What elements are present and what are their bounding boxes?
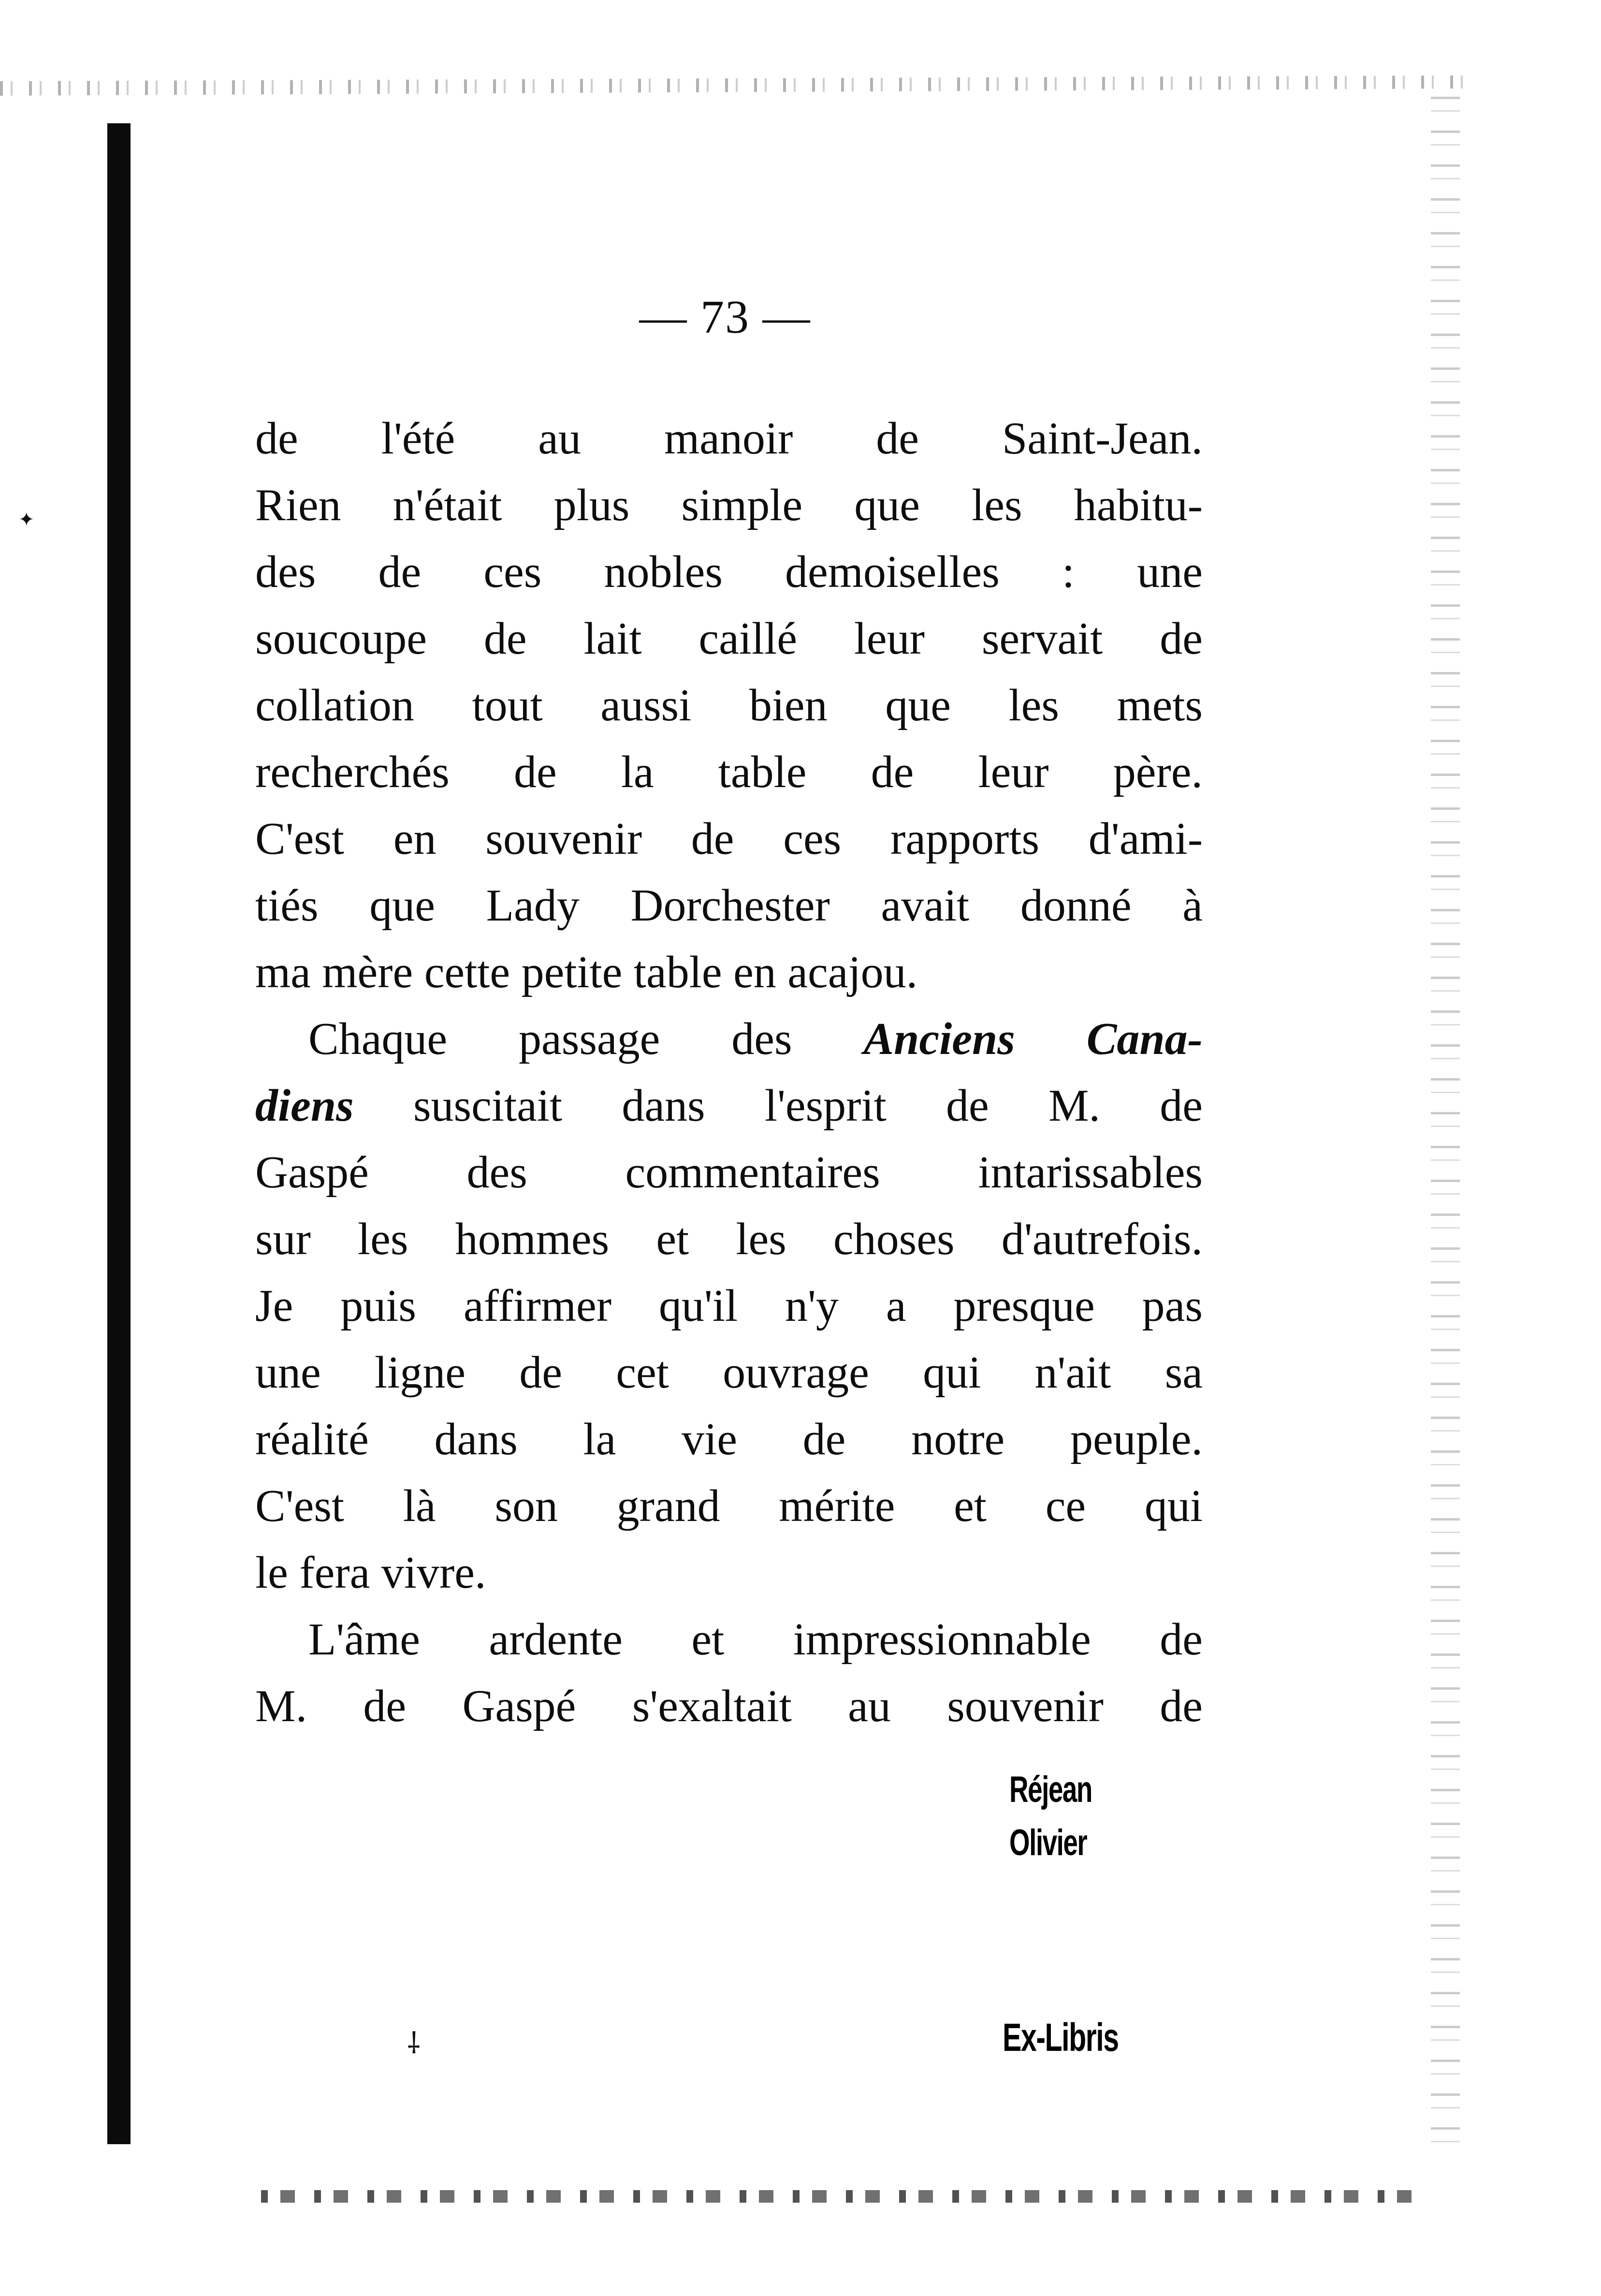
body-text xyxy=(255,405,1203,1740)
text-line: collation tout aussi bien que les mets xyxy=(255,680,1203,731)
ex-libris-first-name: Réjean xyxy=(1009,1769,1092,1810)
text-line: de l'été au manoir de Saint-Jean. xyxy=(255,413,1203,464)
text-run: suscitait dans l'esprit de M. de xyxy=(353,1081,1203,1131)
text-line: le fera vivre. xyxy=(255,1548,486,1598)
ex-libris-last-name: Olivier xyxy=(1009,1822,1087,1863)
text-line: réalité dans la vie de notre peuple. xyxy=(255,1414,1203,1464)
text-line: ma mère cette petite table en acajou. xyxy=(255,947,918,997)
text-line: Je puis affirmer qu'il n'y a presque pas xyxy=(255,1281,1203,1331)
scan-noise-bottom xyxy=(261,2190,1431,2203)
text-line: L'âme ardente et impressionnable de xyxy=(308,1614,1203,1665)
text-line: tiés que Lady Dorchester avait donné à xyxy=(255,880,1203,931)
scan-noise-right xyxy=(1431,97,1460,2151)
text-line: des de ces nobles demoiselles : une xyxy=(255,547,1203,597)
text-line xyxy=(255,1006,1203,1072)
margin-mark-icon: ✦ xyxy=(18,509,35,531)
book-title: diens xyxy=(255,1081,354,1131)
text-line: Rien n'était plus simple que les habitu- xyxy=(255,480,1203,530)
text-line: C'est en souvenir de ces rapports d'ami- xyxy=(255,814,1203,864)
text-line: une ligne de cet ouvrage qui n'ait sa xyxy=(255,1347,1203,1398)
text-line: sur les hommes et les choses d'autrefois. xyxy=(255,1214,1203,1264)
binding-shadow xyxy=(107,123,131,2144)
text-run: Chaque passage des xyxy=(308,1014,864,1064)
book-title: Anciens Cana- xyxy=(863,1014,1203,1064)
margin-mark-icon: ⸸ xyxy=(407,2027,421,2061)
text-line: recherchés de la table de leur père. xyxy=(255,747,1203,797)
text-line xyxy=(255,1072,1203,1139)
text-line: Gaspé des commentaires intarissables xyxy=(255,1147,1203,1198)
ex-libris-label: Ex-Libris xyxy=(1003,2016,1119,2060)
text-line: M. de Gaspé s'exaltait au souvenir de xyxy=(255,1681,1203,1731)
scan-noise-top xyxy=(0,73,1474,102)
page-number: — 73 — xyxy=(639,291,811,343)
text-line: C'est là son grand mérite et ce qui xyxy=(255,1481,1203,1531)
text-line: soucoupe de lait caillé leur servait de xyxy=(255,614,1203,664)
